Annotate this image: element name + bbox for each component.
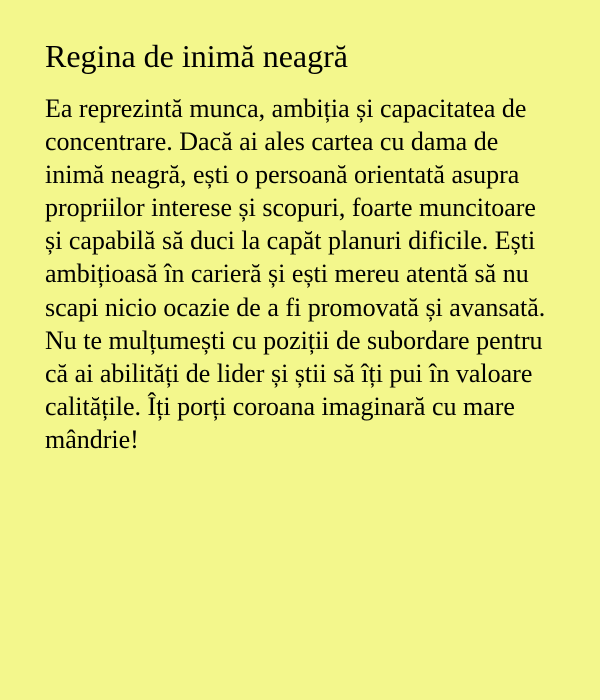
card-title: Regina de inimă neagră xyxy=(45,38,348,74)
card-description: Ea reprezintă munca, ambiția și capacitatea de concentrare. Dacă ai ales cartea cu dama de inimă neagră, ești o persoană orientată asupra propriilor interese și scopuri, foarte muncitoare și capabilă să duci la capăt planuri dificile. Ești ambițioasă în carieră și ești mereu atentă să nu scapi nicio ocazie de a fi promovată și avansată. Nu te mulțumești cu poziții de subordare pentru că ai abilități de lider și știi să îți pui în valoare calitățile. Îți porți coroana imaginară cu mare mândrie! xyxy=(45,94,546,454)
